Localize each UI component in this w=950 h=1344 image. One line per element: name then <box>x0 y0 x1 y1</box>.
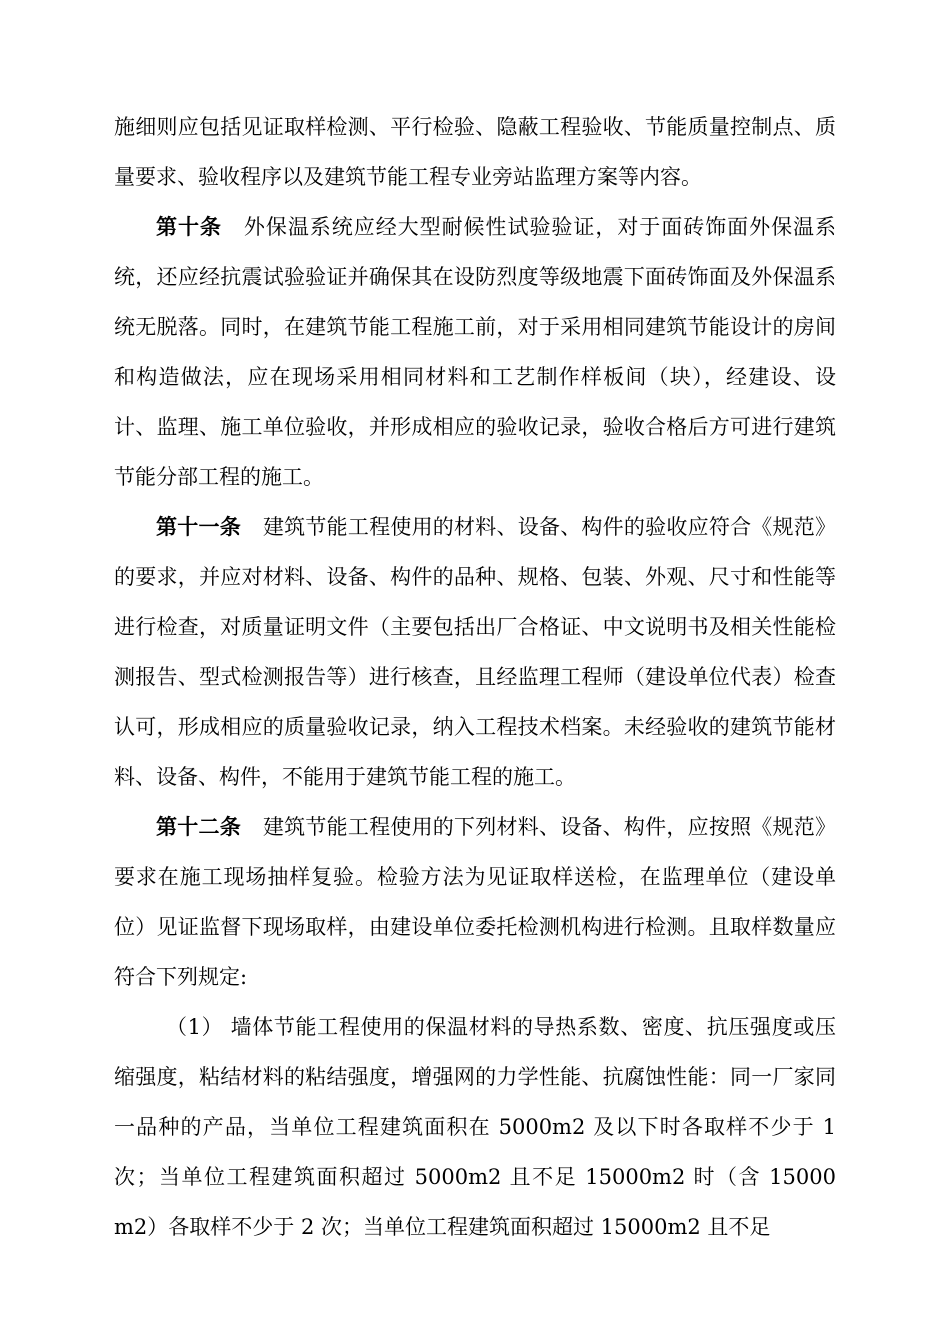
article-label: 第十一条 <box>156 515 241 539</box>
article-12 <box>114 802 836 1002</box>
paragraph-text: （1） 墙体节能工程使用的保温材料的导热系数、密度、抗压强度或压缩强度，粘结材料的粘结强度，增强网的力学性能、抗腐蚀性能：同一厂家同一品种的产品，当单位工程建筑面积在 5000m2 及以下时各取样不少于 1 次；当单位工程建筑面积超过 5000m2 且不足 15000m2 时（含 15000 m2）各取样不少于 2 次；当单位工程建筑面积超过 15000m2 且不足 <box>114 1015 836 1239</box>
article-10 <box>114 202 836 502</box>
paragraph-text: 外保温系统应经大型耐候性试验验证，对于面砖饰面外保温系统，还应经抗震试验验证并确保其在设防烈度等级地震下面砖饰面及外保温系统无脱落。同时，在建筑节能工程施工前，对于采用相同建筑节能设计的房间和构造做法，应在现场采用相同材料和工艺制作样板间（块），经建设、设计、监理、施工单位验收，并形成相应的验收记录，验收合格后方可进行建筑节能分部工程的施工。 <box>114 215 837 489</box>
article-label: 第十条 <box>156 215 222 239</box>
article-11 <box>114 502 836 802</box>
paragraph-text: 建筑节能工程使用的下列材料、设备、构件，应按照《规范》要求在施工现场抽样复验。检验方法为见证取样送检，在监理单位（建设单位）见证监督下现场取样，由建设单位委托检测机构进行检测。且取样数量应符合下列规定: <box>114 815 837 989</box>
paragraph-text: 施细则应包括见证取样检测、平行检验、隐蔽工程验收、节能质量控制点、质量要求、验收程序以及建筑节能工程专业旁站监理方案等内容。 <box>114 115 836 189</box>
list-item-1 <box>114 1002 836 1252</box>
paragraph-text: 建筑节能工程使用的材料、设备、构件的验收应符合《规范》的要求，并应对材料、设备、构件的品种、规格、包装、外观、尺寸和性能等进行检查，对质量证明文件（主要包括出厂合格证、中文说明书及相关性能检测报告、型式检测报告等）进行核查，且经监理工程师（建设单位代表）检查认可，形成相应的质量验收记录，纳入工程技术档案。未经验收的建筑节能材料、设备、构件，不能用于建筑节能工程的施工。 <box>114 515 837 789</box>
document-body <box>114 102 836 1252</box>
article-label: 第十二条 <box>156 815 241 839</box>
paragraph-continuation <box>114 102 836 202</box>
